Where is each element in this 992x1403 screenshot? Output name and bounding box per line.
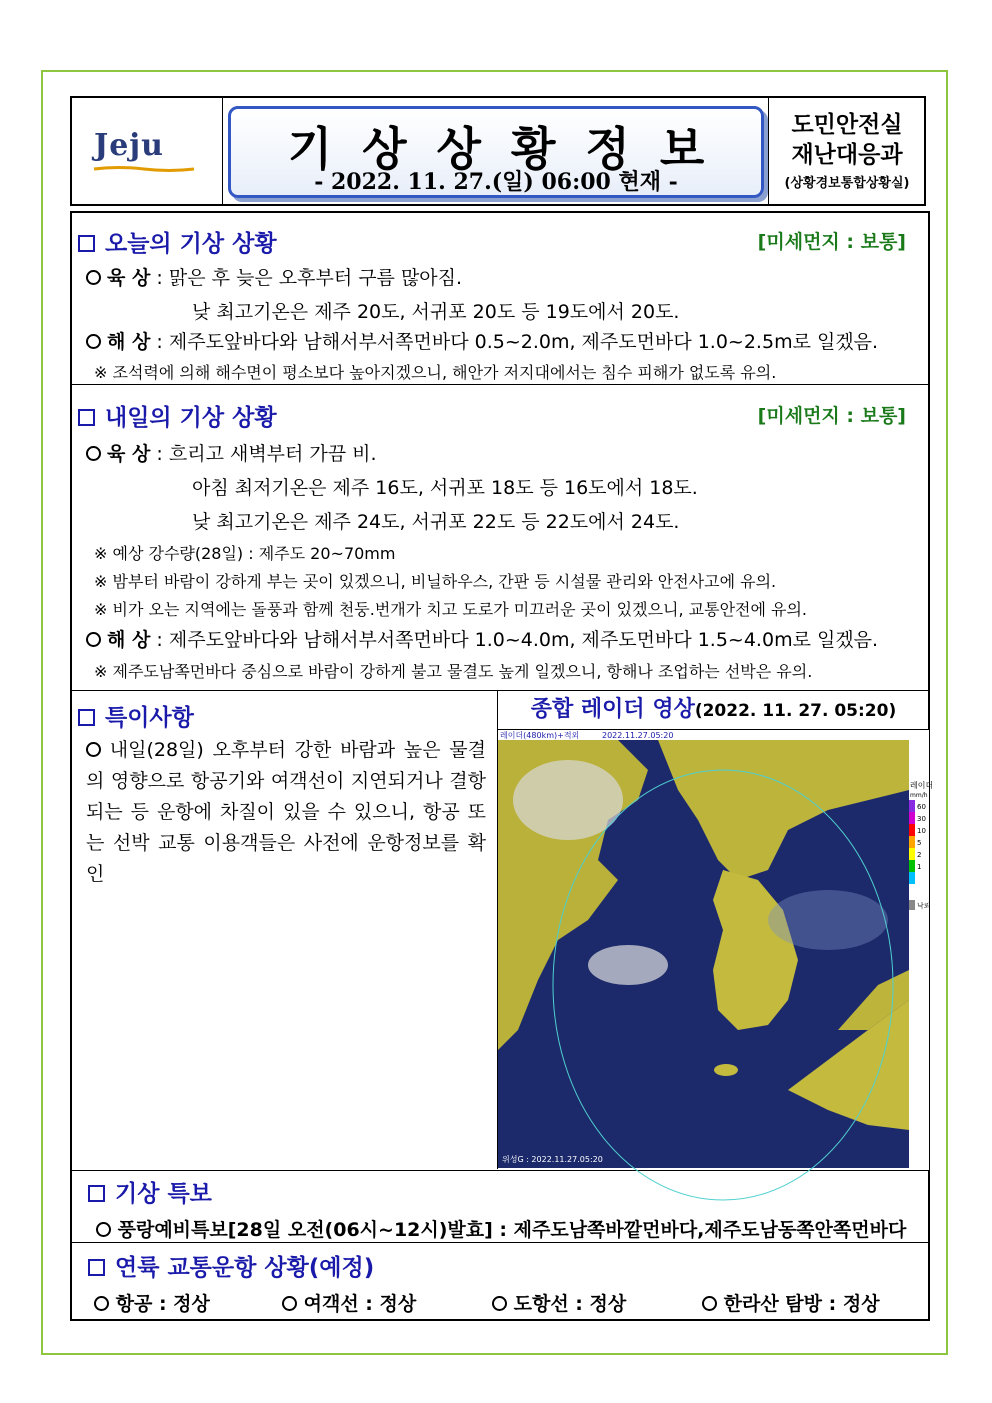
radar-caption-bottom: 위성G : 2022.11.27.05:20	[502, 1155, 603, 1164]
jeju-logo: Jeju	[94, 128, 164, 163]
tomorrow-note-2: ※ 밤부터 바람이 강하게 부는 곳이 있겠으니, 비닐하우스, 간판 등 시설물 관리와 안전사고에 유의.	[94, 572, 777, 591]
logo-swoosh-icon	[94, 166, 194, 172]
dept-line-3: (상황경보통합상황실)	[784, 176, 910, 191]
legend-value: 10	[917, 827, 926, 835]
traffic-section	[72, 1243, 928, 1319]
tomorrow-sea: 해 상 : 제주도앞바다와 남해서부서쪽먼바다 1.0~4.0m, 제주도먼바다 1.5~4.0m로 일겠음.	[86, 625, 878, 652]
dept-line-1: 도민안전실	[791, 112, 903, 138]
special-title: 특이사항	[78, 699, 194, 732]
circle-bullet-icon	[282, 1296, 297, 1311]
circle-bullet-icon	[702, 1296, 717, 1311]
title-box	[228, 106, 764, 198]
legend-value: 5	[917, 839, 922, 847]
radar-caption-time: 2022.11.27.05:20	[602, 731, 674, 740]
logo-cell	[72, 98, 223, 204]
legend-title: 레이더	[910, 781, 934, 790]
radar-title: 종합 레이더 영상(2022. 11. 27. 05:20)	[498, 691, 929, 730]
circle-bullet-icon	[86, 632, 101, 647]
department	[768, 98, 925, 204]
traffic-island-ferry: 도항선 : 정상	[492, 1289, 626, 1316]
tomorrow-section	[72, 385, 928, 691]
circle-bullet-icon	[86, 334, 101, 349]
circle-bullet-icon	[86, 742, 101, 757]
checkbox-icon	[78, 709, 95, 726]
traffic-title: 연륙 교통운항 상황(예정)	[88, 1249, 374, 1282]
circle-bullet-icon	[492, 1296, 507, 1311]
legend-value: 2	[917, 851, 922, 859]
checkbox-icon	[78, 409, 95, 426]
warning-title: 기상 특보	[88, 1175, 212, 1208]
warning-text: 풍랑예비특보[28일 오전(06시~12시)발효] : 제주도남쪽바깥먼바다,제주도남동쪽안쪽먼바다	[96, 1215, 906, 1242]
header	[70, 96, 926, 206]
circle-bullet-icon	[96, 1222, 111, 1237]
today-land: 육 상 : 맑은 후 늦은 오후부터 구름 많아짐.	[86, 263, 462, 290]
special-section	[72, 691, 934, 1171]
tomorrow-title: 내일의 기상 상황	[78, 399, 277, 432]
today-note-1: ※ 조석력에 의해 해수면이 평소보다 높아지겠으니, 해안가 저지대에서는 침수 피해가 없도록 유의.	[94, 363, 777, 382]
legend-value: 60	[917, 803, 926, 811]
tomorrow-note-4: ※ 제주도남쪽먼바다 중심으로 바람이 강하게 불고 물결도 높게 일겠으니, 항해나 조업하는 선박은 유의.	[94, 662, 813, 681]
checkbox-icon	[88, 1259, 105, 1276]
warning-section	[72, 1171, 928, 1243]
page-title: 기상상황정보	[287, 122, 735, 176]
legend-note: 낙뢰	[917, 902, 931, 910]
tomorrow-land-2: 아침 최저기온은 제주 16도, 서귀포 18도 등 16도에서 18도.	[192, 477, 698, 499]
tomorrow-note-1: ※ 예상 강수량(28일) : 제주도 20~70mm	[94, 544, 396, 563]
report-datetime: - 2022. 11. 27.(일) 06:00 현재 -	[314, 169, 678, 195]
main-content	[70, 211, 934, 1321]
circle-bullet-icon	[86, 446, 101, 461]
tomorrow-land-3: 낮 최고기온은 제주 24도, 서귀포 22도 등 22도에서 24도.	[192, 511, 680, 533]
radar-image	[498, 730, 934, 1170]
radar-panel	[497, 691, 934, 1169]
checkbox-icon	[78, 235, 95, 252]
today-dust: [미세먼지 : 보통]	[757, 231, 906, 253]
legend-value: 30	[917, 815, 926, 823]
dept-line-2: 재난대응과	[791, 142, 903, 168]
traffic-air: 항공 : 정상	[94, 1289, 210, 1316]
today-sea: 해 상 : 제주도앞바다와 남해서부서쪽먼바다 0.5~2.0m, 제주도먼바다 1.0~2.5m로 일겠음.	[86, 327, 878, 354]
tomorrow-note-3: ※ 비가 오는 지역에는 돌풍과 함께 천둥.번개가 치고 도로가 미끄러운 곳이 있겠으니, 교통안전에 유의.	[94, 600, 808, 619]
today-section	[72, 213, 928, 385]
circle-bullet-icon	[94, 1296, 109, 1311]
radar-caption-top: 레이더(480km)+적외	[500, 731, 580, 740]
traffic-hallasan: 한라산 탐방 : 정상	[702, 1289, 880, 1316]
today-title: 오늘의 기상 상황	[78, 225, 277, 258]
traffic-ferry: 여객선 : 정상	[282, 1289, 416, 1316]
legend-value: 1	[917, 863, 922, 871]
tomorrow-land: 육 상 : 흐리고 새벽부터 가끔 비.	[86, 439, 377, 466]
legend-unit: mm/h	[910, 792, 928, 799]
special-text: 내일(28일) 오후부터 강한 바람과 높은 물결의 영향으로 항공기와 여객선이 지연되거나 결항되는 등 운항에 차질이 있을 수 있으니, 항공 또는 선박 교통 이용객들은 사전에 운항정보를 확인	[86, 739, 486, 885]
today-land-2: 낮 최고기온은 제주 20도, 서귀포 20도 등 19도에서 20도.	[192, 301, 680, 323]
checkbox-icon	[88, 1185, 105, 1202]
tomorrow-dust: [미세먼지 : 보통]	[757, 405, 906, 427]
circle-bullet-icon	[86, 270, 101, 285]
